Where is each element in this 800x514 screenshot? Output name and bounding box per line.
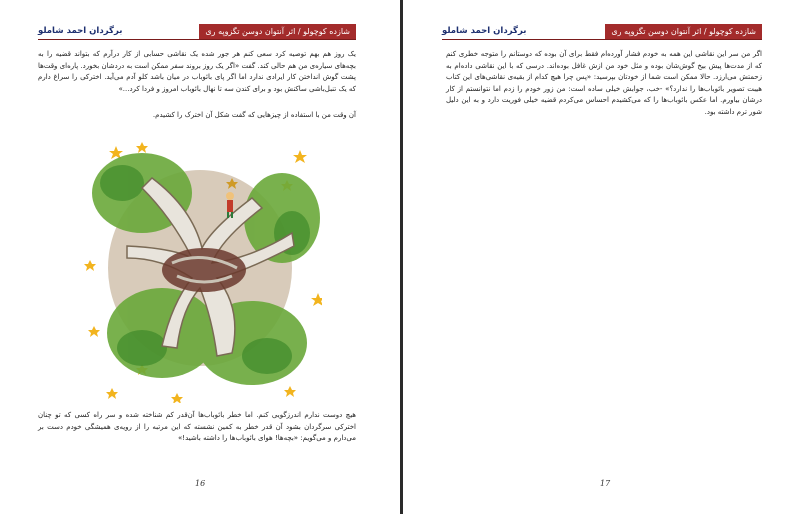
page-number: 17 <box>600 479 611 488</box>
paragraph: آن وقت من با استفاده از چیزهایی که گفت شکل آن اخترک را کشیدم. <box>152 111 356 119</box>
paragraph: یک روز هم بهم توصیه کرد سعی کنم هر جور شده یک نقاشی حسابی از کار درآرم که بتواند قضیه را به بچه‌های سیاره‌ی من هم حالی کند. گفت «اگر یک روز بروند سفر ممکن است به دردشان بخورد. پاره‌ای وقت‌ها پشت گوش انداختن کار ایرادی ندارد اما اگر پای بائوباب در میان باشد کلو آدم می‌آید. اخترکی را سراغ دارم که یک تنبل‌باشی ساکنش بود و برای کندن سه تا نهال بائوباب امروز و فردا کرد...» <box>38 50 356 93</box>
paragraph: هیچ دوست ندارم اندرزگویی کنم. اما خطر بائوباب‌ها آن‌قدر کم شناخته شده و سر راه کسی که تو چنان اخترکی سرگردان بشود آن قدر خطر به کمین نشسته که این مرتبه را از رویه‌ی همیشگی خودم دست بر می‌دارم و می‌گویم: «بچه‌ها! هوای بائوباب‌ها را داشته باشید!» <box>38 411 356 442</box>
header-title: شازده کوچولو / اثر آنتوان دوسن تگزوپه ری <box>199 24 356 39</box>
page-number: 16 <box>195 479 206 488</box>
baobab-planet-illustration <box>82 138 322 403</box>
header-author: برگردان احمد شاملو <box>38 26 123 36</box>
right-page <box>404 0 800 514</box>
paragraph: اگر من سر این نقاشی این همه به خودم فشار آورده‌ام فقط برای آن بوده که دوستانم را متوجه خطری کنم که از مدت‌ها پیش بیخ گوش‌شان بوده و مثل خود من ازش غافل بوده‌اند. درسی که با این نقاشی داده‌ام به زحمتش می‌ارزد. حالا ممکن است شما از خودتان بپرسید: «پس چرا هیچ کدام از بقیه‌ی نقاشی‌های این کتاب هیبت تصویر بائوباب‌ها را ندارد؟» -خب، جوابش خیلی ساده است: من زور خودم را زدم اما نتوانستم از کار درشان بیاورم. اما عکس بائوباب‌ها را که می‌کشیدم احساس می‌کردم قضیه خیلی فوریت دارد و به این دلیل شور ترم داشته بود. <box>446 50 762 116</box>
header-title: شازده کوچولو / اثر آنتوان دوسن تگزوپه ری <box>605 24 762 39</box>
page-header <box>38 24 356 40</box>
header-author: برگردان احمد شاملو <box>442 26 527 36</box>
page-header <box>442 24 762 40</box>
